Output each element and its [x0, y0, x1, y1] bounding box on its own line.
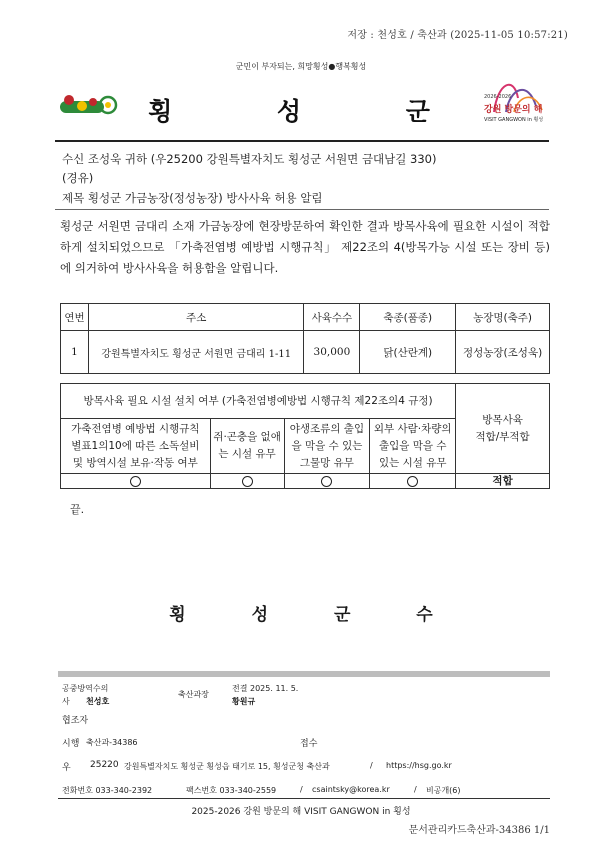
visit-gangwon-logo	[484, 76, 546, 132]
cell: 정성농장(조성욱)	[456, 331, 550, 374]
facility-col-access	[370, 419, 456, 474]
name-vet: 천성호	[86, 697, 110, 706]
table-header-row	[61, 304, 550, 331]
archive-stamp: 저장 : 천성호 / 축산과 (2025-11-05 10:57:21)	[347, 30, 568, 41]
facility-col-text: 가축전염병 예방법 시행규칙	[71, 422, 200, 435]
signatory: 횡 성 군 수	[169, 605, 463, 625]
header-rule	[55, 140, 549, 142]
receipt-label: 접수	[300, 739, 318, 749]
role-vet-suffix: 사	[62, 697, 70, 706]
end-mark: 끝.	[70, 503, 85, 516]
facility-title: 방목사육 필요 시설 설치 여부 (가축전염병예방법 시행규칙 제22조의4 규정)	[61, 384, 456, 419]
check-circle-icon	[130, 476, 141, 487]
facility-col-text: 그물망 유무	[299, 456, 354, 469]
logo-sub: VISIT GANGWON in 횡성	[484, 117, 544, 123]
doc-card: 문서관리카드축산과-34386 1/1	[408, 825, 550, 836]
header-cell: 주소	[88, 304, 303, 331]
check-cell	[61, 474, 211, 489]
public-status: 비공개(6)	[426, 786, 461, 795]
facility-col-bird-net	[284, 419, 370, 474]
facility-result-row	[61, 474, 550, 489]
suitability-header-1: 방목사육	[482, 413, 523, 426]
livestock-table	[60, 303, 550, 374]
facility-col-text: 쥐·곤충을 없애	[213, 431, 281, 443]
facility-col-pest	[210, 419, 284, 474]
check-cell	[284, 474, 370, 489]
facility-col-disinfection	[61, 419, 211, 474]
facility-title-row	[61, 384, 550, 419]
table-row	[61, 331, 550, 374]
approval-date: 전결 2025. 11. 5.	[232, 684, 299, 693]
check-circle-icon	[407, 476, 418, 487]
check-circle-icon	[242, 476, 253, 487]
footer-slogan: 2025-2026 강원 방문의 해 VISIT GANGWON in 횡성	[191, 807, 411, 817]
exec-number: 축산과-34386	[86, 738, 138, 747]
facility-col-text: 는 시설 유무	[218, 448, 276, 460]
recipient-line: 수신 조성욱 귀하 (우25200 강원특별자치도 횡성군 서원면 금대남길 330)	[62, 152, 437, 166]
slogan: 군민이 부자되는, 희망횡성●행복횡성	[235, 62, 367, 71]
subject-line: 제목 횡성군 가금농장(정성농장) 방사사육 허용 알림	[62, 191, 323, 205]
footer-separator: /	[414, 785, 417, 794]
facility-col-text: 야생조류의 출입	[289, 422, 365, 435]
via-line: (경유)	[62, 171, 94, 185]
check-cell	[370, 474, 456, 489]
facility-check-table	[60, 383, 550, 489]
footer-separator: /	[370, 761, 373, 770]
header-cell: 축종(품종)	[360, 304, 456, 331]
facility-col-text: 별표1의10에 따른 소독설비	[71, 439, 200, 452]
office-address: 강원특별자치도 횡성군 횡성읍 태기로 15, 횡성군청 축산과	[124, 762, 330, 771]
website-link[interactable]: https://hsg.go.kr	[386, 761, 452, 770]
header-cell: 연번	[61, 304, 89, 331]
check-cell	[210, 474, 284, 489]
phone-number: 전화번호 033-340-2392	[62, 786, 153, 795]
cell: 강원특별자치도 횡성군 서원면 금대리 1-11	[88, 331, 303, 374]
role-vet: 공중방역수의	[62, 684, 109, 693]
facility-col-text: 을 막을 수 있는	[291, 439, 363, 452]
zip-code: 25220	[90, 760, 119, 770]
check-circle-icon	[321, 476, 332, 487]
facility-col-text: 출입을 막을 수	[378, 439, 447, 452]
header-cell: 사육수수	[304, 304, 360, 331]
cell: 30,000	[304, 331, 360, 374]
footer-band	[58, 671, 550, 677]
role-head: 축산과장	[178, 690, 209, 699]
footer-rule	[58, 798, 550, 799]
suitability-header-2: 적합/부적합	[475, 430, 530, 443]
subject-rule	[55, 209, 549, 210]
logo-years: 2026-2026	[484, 94, 512, 100]
body-paragraph: 횡성군 서원면 금대리 소재 가금농장에 현장방문하여 확인한 결과 방목사육에 필요한 시설이 적합하게 설치되었으므로 「가축전염병 예방법 시행규칙」 제22조의 4(방목가능 시설 또는 장비 등)에 의거하여 방사사육을 허용함을 알립니다.	[60, 219, 550, 275]
facility-col-text: 있는 시설 유무	[378, 456, 447, 469]
result-cell: 적합	[456, 474, 550, 489]
org-title: 횡 성 군	[148, 97, 478, 126]
suitability-header	[456, 384, 550, 474]
fax-number: 팩스번호 033-340-2559	[186, 786, 277, 795]
footer-separator: /	[300, 785, 303, 794]
cooperate-label: 협조자	[62, 716, 89, 726]
email-link[interactable]: csaintsky@korea.kr	[312, 785, 390, 794]
cell: 닭(산란계)	[360, 331, 456, 374]
header-cell: 농장명(축주)	[456, 304, 550, 331]
name-head: 황원규	[232, 697, 256, 706]
logo-main: 강원 방문의 해	[484, 105, 543, 115]
cell: 1	[61, 331, 89, 374]
facility-col-text: 외부 사람·차량의	[373, 422, 452, 435]
zip-label: 우	[62, 763, 71, 773]
facility-col-text: 및 방역시설 보유·작동 여부	[72, 456, 198, 469]
exec-label: 시행	[62, 739, 80, 749]
